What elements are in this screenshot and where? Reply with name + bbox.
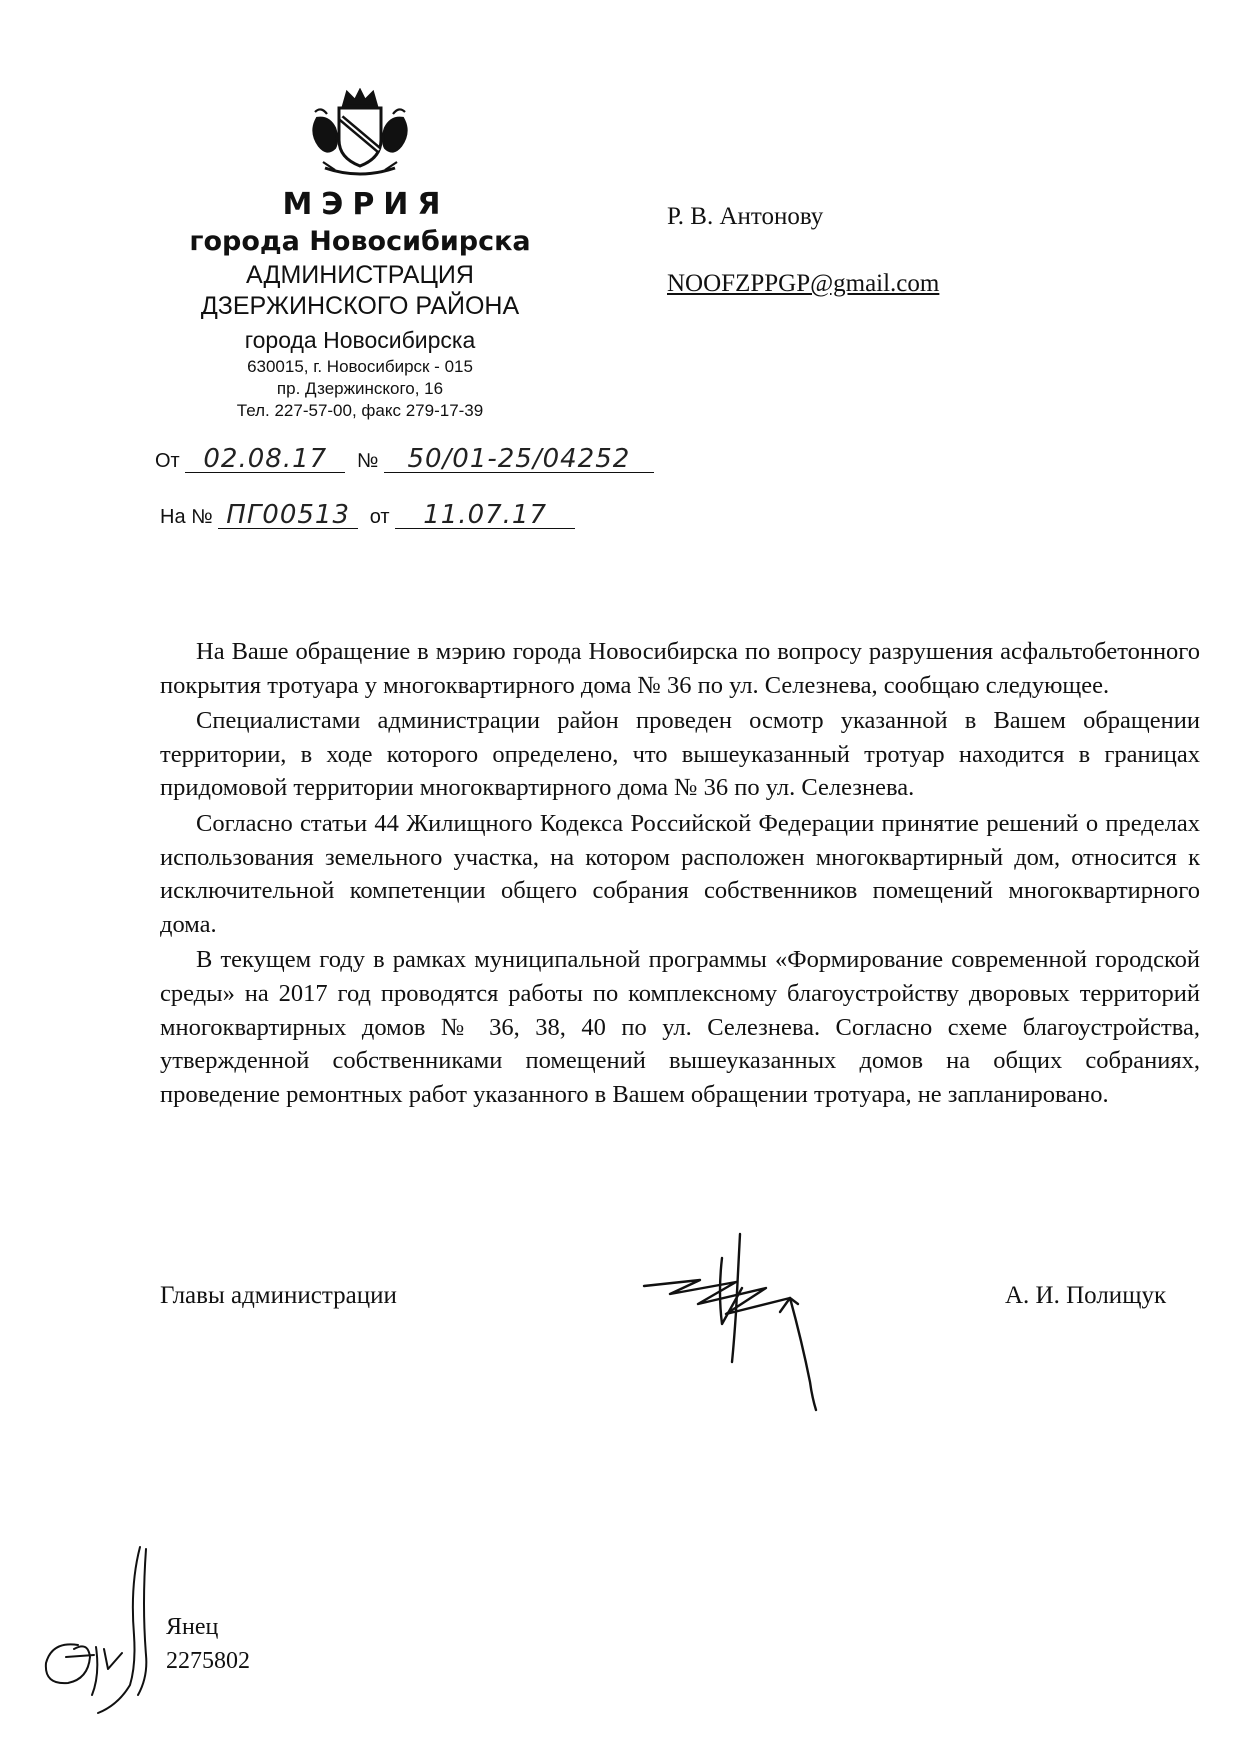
signatory-title: Главы администрации <box>160 1282 397 1309</box>
letterhead-address-line2: пр. Дзержинского, 16 <box>276 379 444 398</box>
ref-from-label: от <box>369 506 390 528</box>
addressee-name: Р. В. Антонову <box>667 203 824 230</box>
registration-line <box>155 446 654 473</box>
letterhead <box>150 88 570 422</box>
letterhead-title: МЭРИЯ <box>282 187 450 222</box>
body-paragraph-2: Специалистами администрации район проведен осмотр указанной в Вашем обращении территории, в ходе которого определено, что вышеуказанный тротуар находится в границах придомовой территории многоквартирного дома № 36 по ул. Селезнева. <box>160 707 1200 802</box>
letterhead-admin-line1: АДМИНИСТРАЦИЯ <box>246 261 474 289</box>
body-paragraph-3: Согласно статьи 44 Жилищного Кодекса Российской Федерации принятие решений о пределах использования земельного участка, на котором расположен многоквартирный дом, относится к исключительной компетенции общего собрания собственников помещений многоквартирного дома. <box>160 809 1200 938</box>
executor-info <box>166 1610 250 1678</box>
reference-line <box>160 502 575 529</box>
number-label: № <box>356 450 379 472</box>
from-label: От <box>155 450 180 472</box>
executor-initials-icon <box>38 1545 158 1715</box>
letterhead-phone: Тел. 227-57-00, факс 279-17-39 <box>236 401 484 420</box>
letterhead-address-line1: 630015, г. Новосибирск - 015 <box>247 357 473 376</box>
signatory-name: А. И. Полищук <box>1005 1282 1167 1309</box>
ref-label: На № <box>160 506 213 528</box>
letterhead-admin-line2: ДЗЕРЖИНСКОГО РАЙОНА <box>200 292 520 320</box>
body-paragraph-1: На Ваше обращение в мэрию города Новосибирска по вопросу разрушения асфальтобетонного покрытия тротуара у многоквартирного дома № 36 по ул. Селезнева, сообщаю следующее. <box>160 638 1200 699</box>
addressee-email[interactable]: NOOFZPPGP@gmail.com <box>667 270 940 297</box>
executor-phone: 2275802 <box>166 1648 250 1674</box>
letterhead-city: города Новосибирска <box>189 226 531 257</box>
outgoing-number: 50/01-25/04252 <box>384 446 654 473</box>
handwritten-signature-icon <box>640 1232 840 1412</box>
executor-name: Янец <box>166 1614 219 1640</box>
body-paragraph-4: В текущем году в рамках муниципальной программы «Формирование современной городской среды» на 2017 год проводятся работы по комплексному благоустройству дворовых территорий многоквартирных домов № 36, 38, 40 по ул. Селезнева. Согласно схеме благоустройства, утвержденной собственниками помещений вышеуказанных домов на общих собраниях, проведение ремонтных работ указанного в Вашем обращении тротуара, не запланировано. <box>160 946 1200 1108</box>
reference-number: ПГ00513 <box>218 502 358 529</box>
novosibirsk-coat-of-arms-icon <box>305 88 415 180</box>
letter-body <box>160 635 1200 1113</box>
reference-date: 11.07.17 <box>395 502 575 529</box>
letterhead-admin-city: города Новосибирска <box>244 327 476 353</box>
outgoing-date: 02.08.17 <box>185 446 345 473</box>
